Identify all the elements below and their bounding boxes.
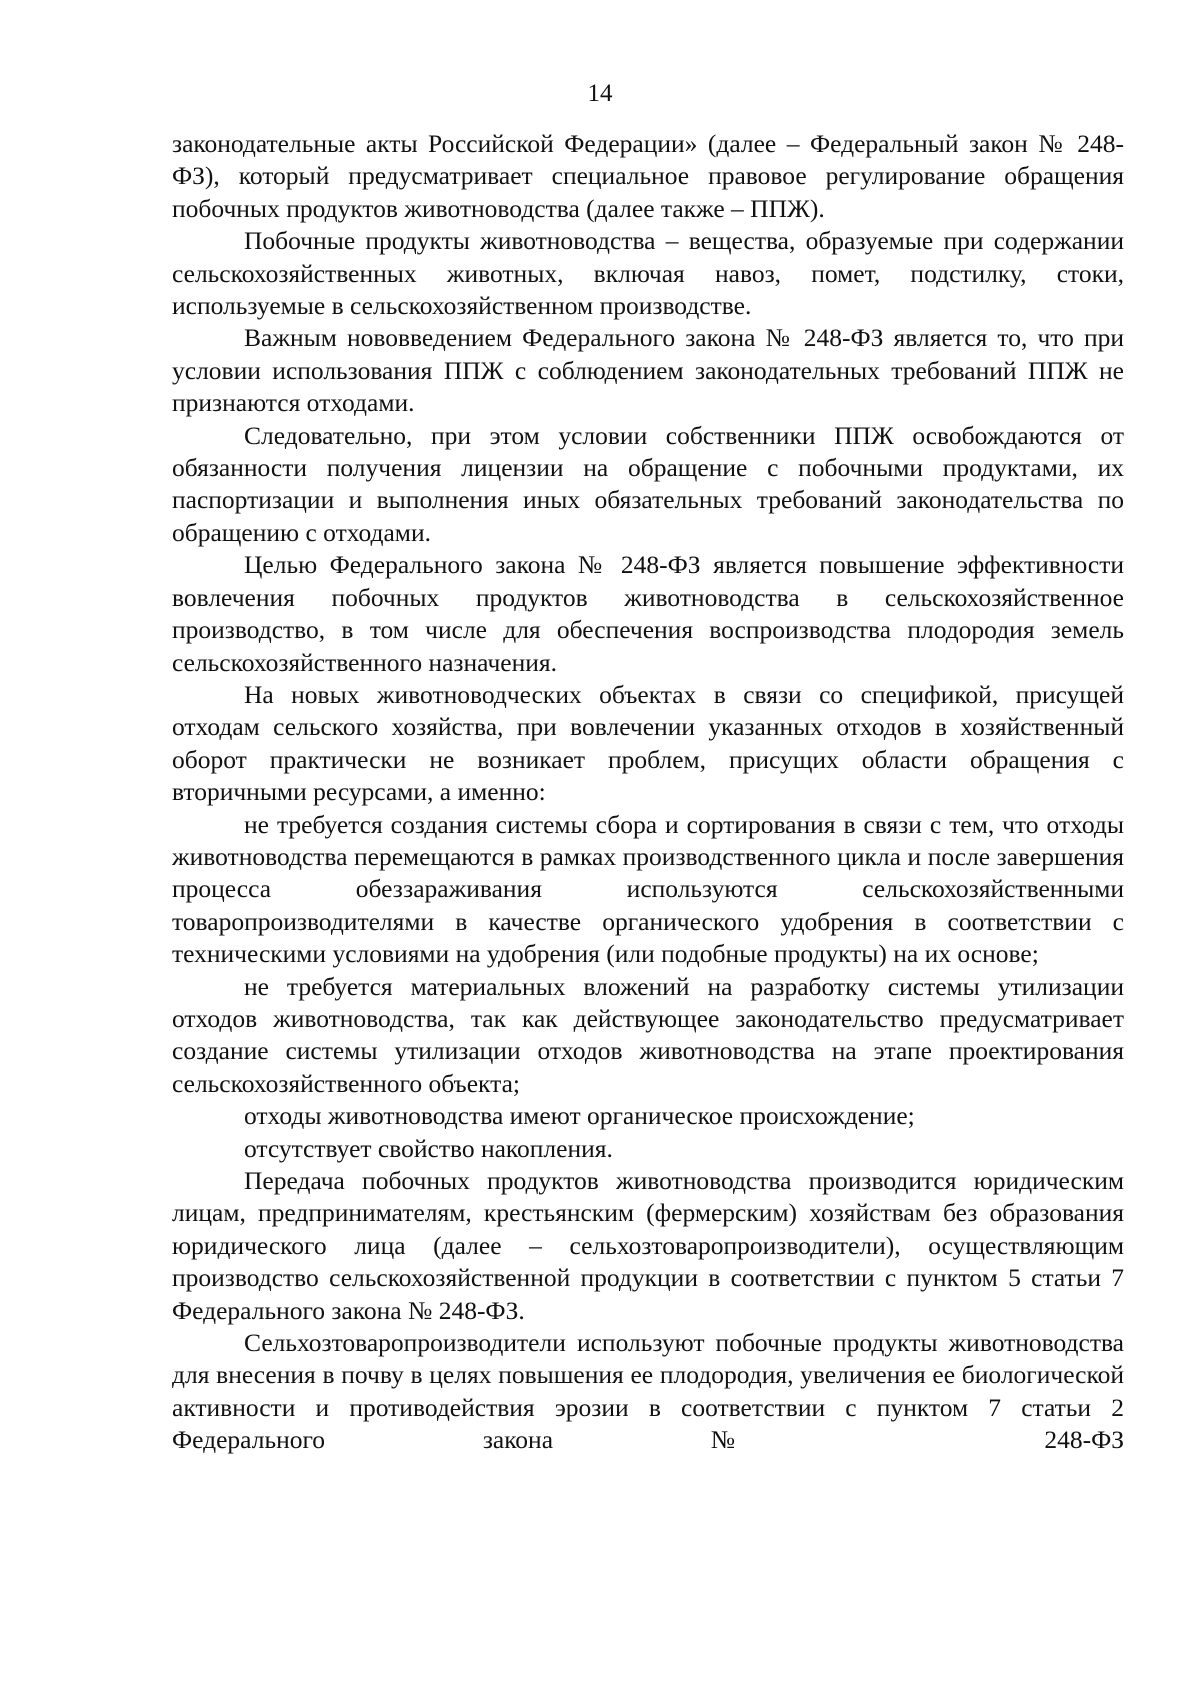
page-number: 14 — [587, 80, 613, 107]
paragraph-new-facilities: На новых животноводческих объектах в связи со спецификой, присущей отходам сельского хозяйства, при вовлечении указанных отходов в хозяйственный оборот практически не возникает проблем, присущих области обращения с вторичными ресурсами, а именно: — [172, 679, 1124, 807]
paragraph-transfer: Передача побочных продуктов животноводства производится юридическим лицам, предпринимателям, крестьянским (фермерским) хозяйствам без образования юридического лица (далее – сельхозтоваропроизводители), осуществляющим производство сельскохозяйственной продукции в соответствии с пунктом 5 статьи 7 Федерального закона № 248-ФЗ. — [172, 1166, 1124, 1325]
paragraph-usage: Сельхозтоваропроизводители используют побочные продукты животноводства для внесения в почву в целях повышения ее плодородия, увеличения ее биологической активности и противодействия эрозии в соответствии с пунктом 7 статьи 2 Федерального закона № 248-ФЗ — [172, 1328, 1124, 1455]
document-body — [172, 128, 1124, 1457]
paragraph-consequence: Следовательно, при этом условии собственники ППЖ освобождаются от обязанности получения лицензии на обращение с побочными продуктами, их паспортизации и выполнения иных обязательных требований законодательства по обращению с отходами. — [172, 420, 1124, 547]
list-item-no-collection-system: не требуется создания системы сбора и сортирования в связи с тем, что отходы животноводства перемещаются в рамках производственного цикла и после завершения процесса обеззараживания используются сельскохозяйственными товаропроизводителями в качестве органического удобрения в соответствии с техническими условиями на удобрения (или подобные продукты) на их основе; — [172, 809, 1124, 969]
paragraph-byproducts-definition: Побочные продукты животноводства – вещества, образуемые при содержании сельскохозяйственных животных, включая навоз, помет, подстилку, стоки, используемые в сельскохозяйственном производстве. — [172, 226, 1124, 321]
paragraph-law-goal: Целью Федерального закона № 248-ФЗ является повышение эффективности вовлечения побочных продуктов животноводства в сельскохозяйственное производство, в том числе для обеспечения воспроизводства плодородия земель сельскохозяйственного назначения. — [172, 550, 1124, 677]
list-item-no-accumulation: отсутствует свойство накопления. — [244, 1133, 613, 1163]
paragraph-innovation: Важным нововведением Федерального закона № 248-ФЗ является то, что при условии использования ППЖ с соблюдением законодательных требований ППЖ не признаются отходами. — [172, 323, 1124, 418]
paragraph-continuation: законодательные акты Российской Федерации» (далее – Федеральный закон № 248-ФЗ), который предусматривает специальное правовое регулирование обращения побочных продуктов животноводства (далее также – ППЖ). — [172, 129, 1124, 223]
list-item-no-material-investment: не требуется материальных вложений на разработку системы утилизации отходов животноводства, так как действующее законодательство предусматривает создание системы утилизации отходов животноводства на этапе проектирования сельскохозяйственного объекта; — [172, 971, 1124, 1098]
list-item-organic-origin: отходы животноводства имеют органическое происхождение; — [244, 1101, 915, 1131]
